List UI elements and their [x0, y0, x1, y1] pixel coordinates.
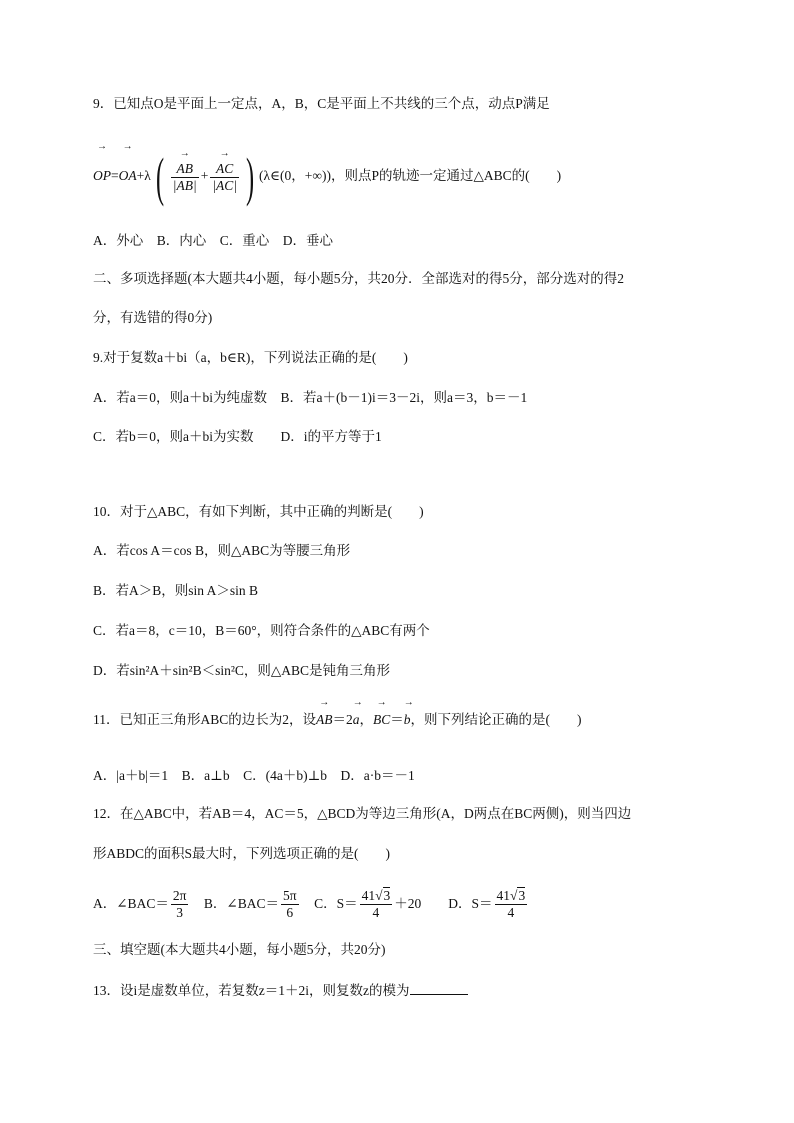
q12-option-d-fraction: $\frac{41√3}{4}$ [496, 888, 526, 921]
vector-a: → a [353, 710, 360, 730]
q11-option-c: C．(4a＋b)⊥b [243, 768, 328, 783]
q11-sep: ， [359, 712, 374, 727]
q12-option-a-label: A．∠BAC＝ [93, 896, 169, 911]
fraction-ab [171, 161, 199, 194]
equals-sign: = [111, 168, 119, 184]
abs-ab: |AB| [172, 177, 197, 193]
q9-vector-formula: → OP=→ OA+λ( → $\frac{AB}{|AB|}$ + → $\frac{AC}{|AC|}$ ) (λ∈(0，+∞))，则点P的轨迹一定通过△ABC的( ) [93, 150, 561, 194]
frac-num: 2π [172, 888, 187, 904]
q11-option-d: D．a·b＝－1 [340, 768, 415, 783]
sqrt-arg: 3 [518, 888, 526, 904]
q11-eq1: ＝2 [332, 712, 353, 727]
frac-num-coef: 41 [361, 888, 376, 904]
q12-stem: 12．在△ABC中，若AB＝4，AC＝5，△BCD为等边三角形(A，D两点在BC两侧)，则当四边 [93, 806, 632, 821]
frac-den: 4 [372, 905, 380, 921]
q11-stem-pre: 11．已知正三角形ABC的边长为2，设 [93, 712, 317, 727]
q12-option-a-fraction [171, 888, 189, 921]
answer-blank[interactable] [410, 980, 468, 995]
q13-stem [93, 980, 468, 1001]
frac-num-coef: 41 [496, 888, 511, 904]
vector-ac: → AC [216, 161, 233, 177]
q10-option-c: C．若a＝8，c＝10，B＝60°，则符合条件的△ABC有两个 [93, 623, 430, 638]
section2-heading: 二、多项选择题(本大题共4小题，每小题5分，共20分．全部选对的得5分，部分选对的得2 [93, 271, 624, 286]
frac-den: 3 [176, 905, 183, 921]
q11-options [93, 766, 415, 786]
q11-stem-post: ，则下列结论正确的是( ) [410, 712, 582, 727]
left-paren: ( [155, 147, 164, 207]
q9-range-text: (λ∈(0，+∞))，则点P的轨迹一定通过△ABC的( ) [259, 168, 562, 184]
abs-ac: |AC| [212, 177, 238, 193]
vector-op: → OP [93, 154, 111, 198]
q10-option-d: D．若sin²A＋sin²B＜sin²C，则△ABC是钝角三角形 [93, 663, 391, 678]
q12-stem-cont: 形ABDC的面积S最大时，下列选项正确的是( ) [93, 846, 391, 861]
q10-stem: 10．对于△ABC，有如下判断，其中正确的判断是( ) [93, 504, 424, 519]
fraction-ac [210, 161, 239, 194]
q13-stem-text: 13．设i是虚数单位，若复数z＝1＋2i，则复数z的模为 [93, 983, 410, 998]
frac-num: 5π [282, 888, 297, 904]
section2-heading-cont: 分，有选错的得0分) [93, 310, 213, 325]
q12-option-c-fraction: $\frac{41√3}{4}$ [361, 888, 391, 921]
right-paren: ) [245, 147, 255, 207]
vector-b: → b [404, 710, 411, 730]
q9-vector-options: A．外心 B．内心 C．重心 D．垂心 [93, 233, 334, 248]
q11-eq2: ＝ [390, 712, 404, 727]
q12-option-d-label: D．S＝ [448, 896, 493, 911]
q12-options [93, 884, 529, 924]
q12-option-c-post: ＋20 [394, 896, 422, 911]
q12-option-b-label: B．∠BAC＝ [203, 896, 279, 911]
frac-den: 6 [286, 905, 294, 921]
q9-vector-stem: 9．已知点O是平面上一定点，A，B，C是平面上不共线的三个点，动点P满足 [93, 96, 550, 111]
q11-option-a: A．|a＋b|＝1 [93, 768, 169, 783]
q11-option-b: B．a⊥b [181, 768, 230, 783]
vector-ab: → AB [316, 710, 333, 730]
sqrt-arg: 3 [383, 888, 391, 904]
section3-heading: 三、填空题(本大题共4小题，每小题5分，共20分) [93, 942, 386, 957]
vector-ab: → AB [176, 161, 193, 177]
plus-lambda: +λ [136, 168, 151, 184]
q12-option-b-fraction [281, 888, 299, 921]
q10-option-b: B．若A＞B，则sin A＞sin B [93, 583, 259, 598]
q9-complex-options-ab: A．若a＝0，则a＋bi为纯虚数 B．若a＋(b－1)i＝3－2i，则a＝3，b＝－1 [93, 390, 528, 405]
vector-bc: → BC [373, 710, 390, 730]
q10-option-a: A．若cos A＝cos B，则△ABC为等腰三角形 [93, 543, 351, 558]
q9-complex-options-cd: C．若b＝0，则a＋bi为实数 D．i的平方等于1 [93, 429, 382, 444]
q11-stem [93, 710, 582, 730]
q9-complex-stem: 9.对于复数a＋bi（a，b∈R)，下列说法正确的是( ) [93, 350, 408, 365]
frac-den: 4 [507, 905, 515, 921]
q12-option-c-label: C．S＝ [314, 896, 358, 911]
vector-oa: → OA [119, 154, 137, 198]
